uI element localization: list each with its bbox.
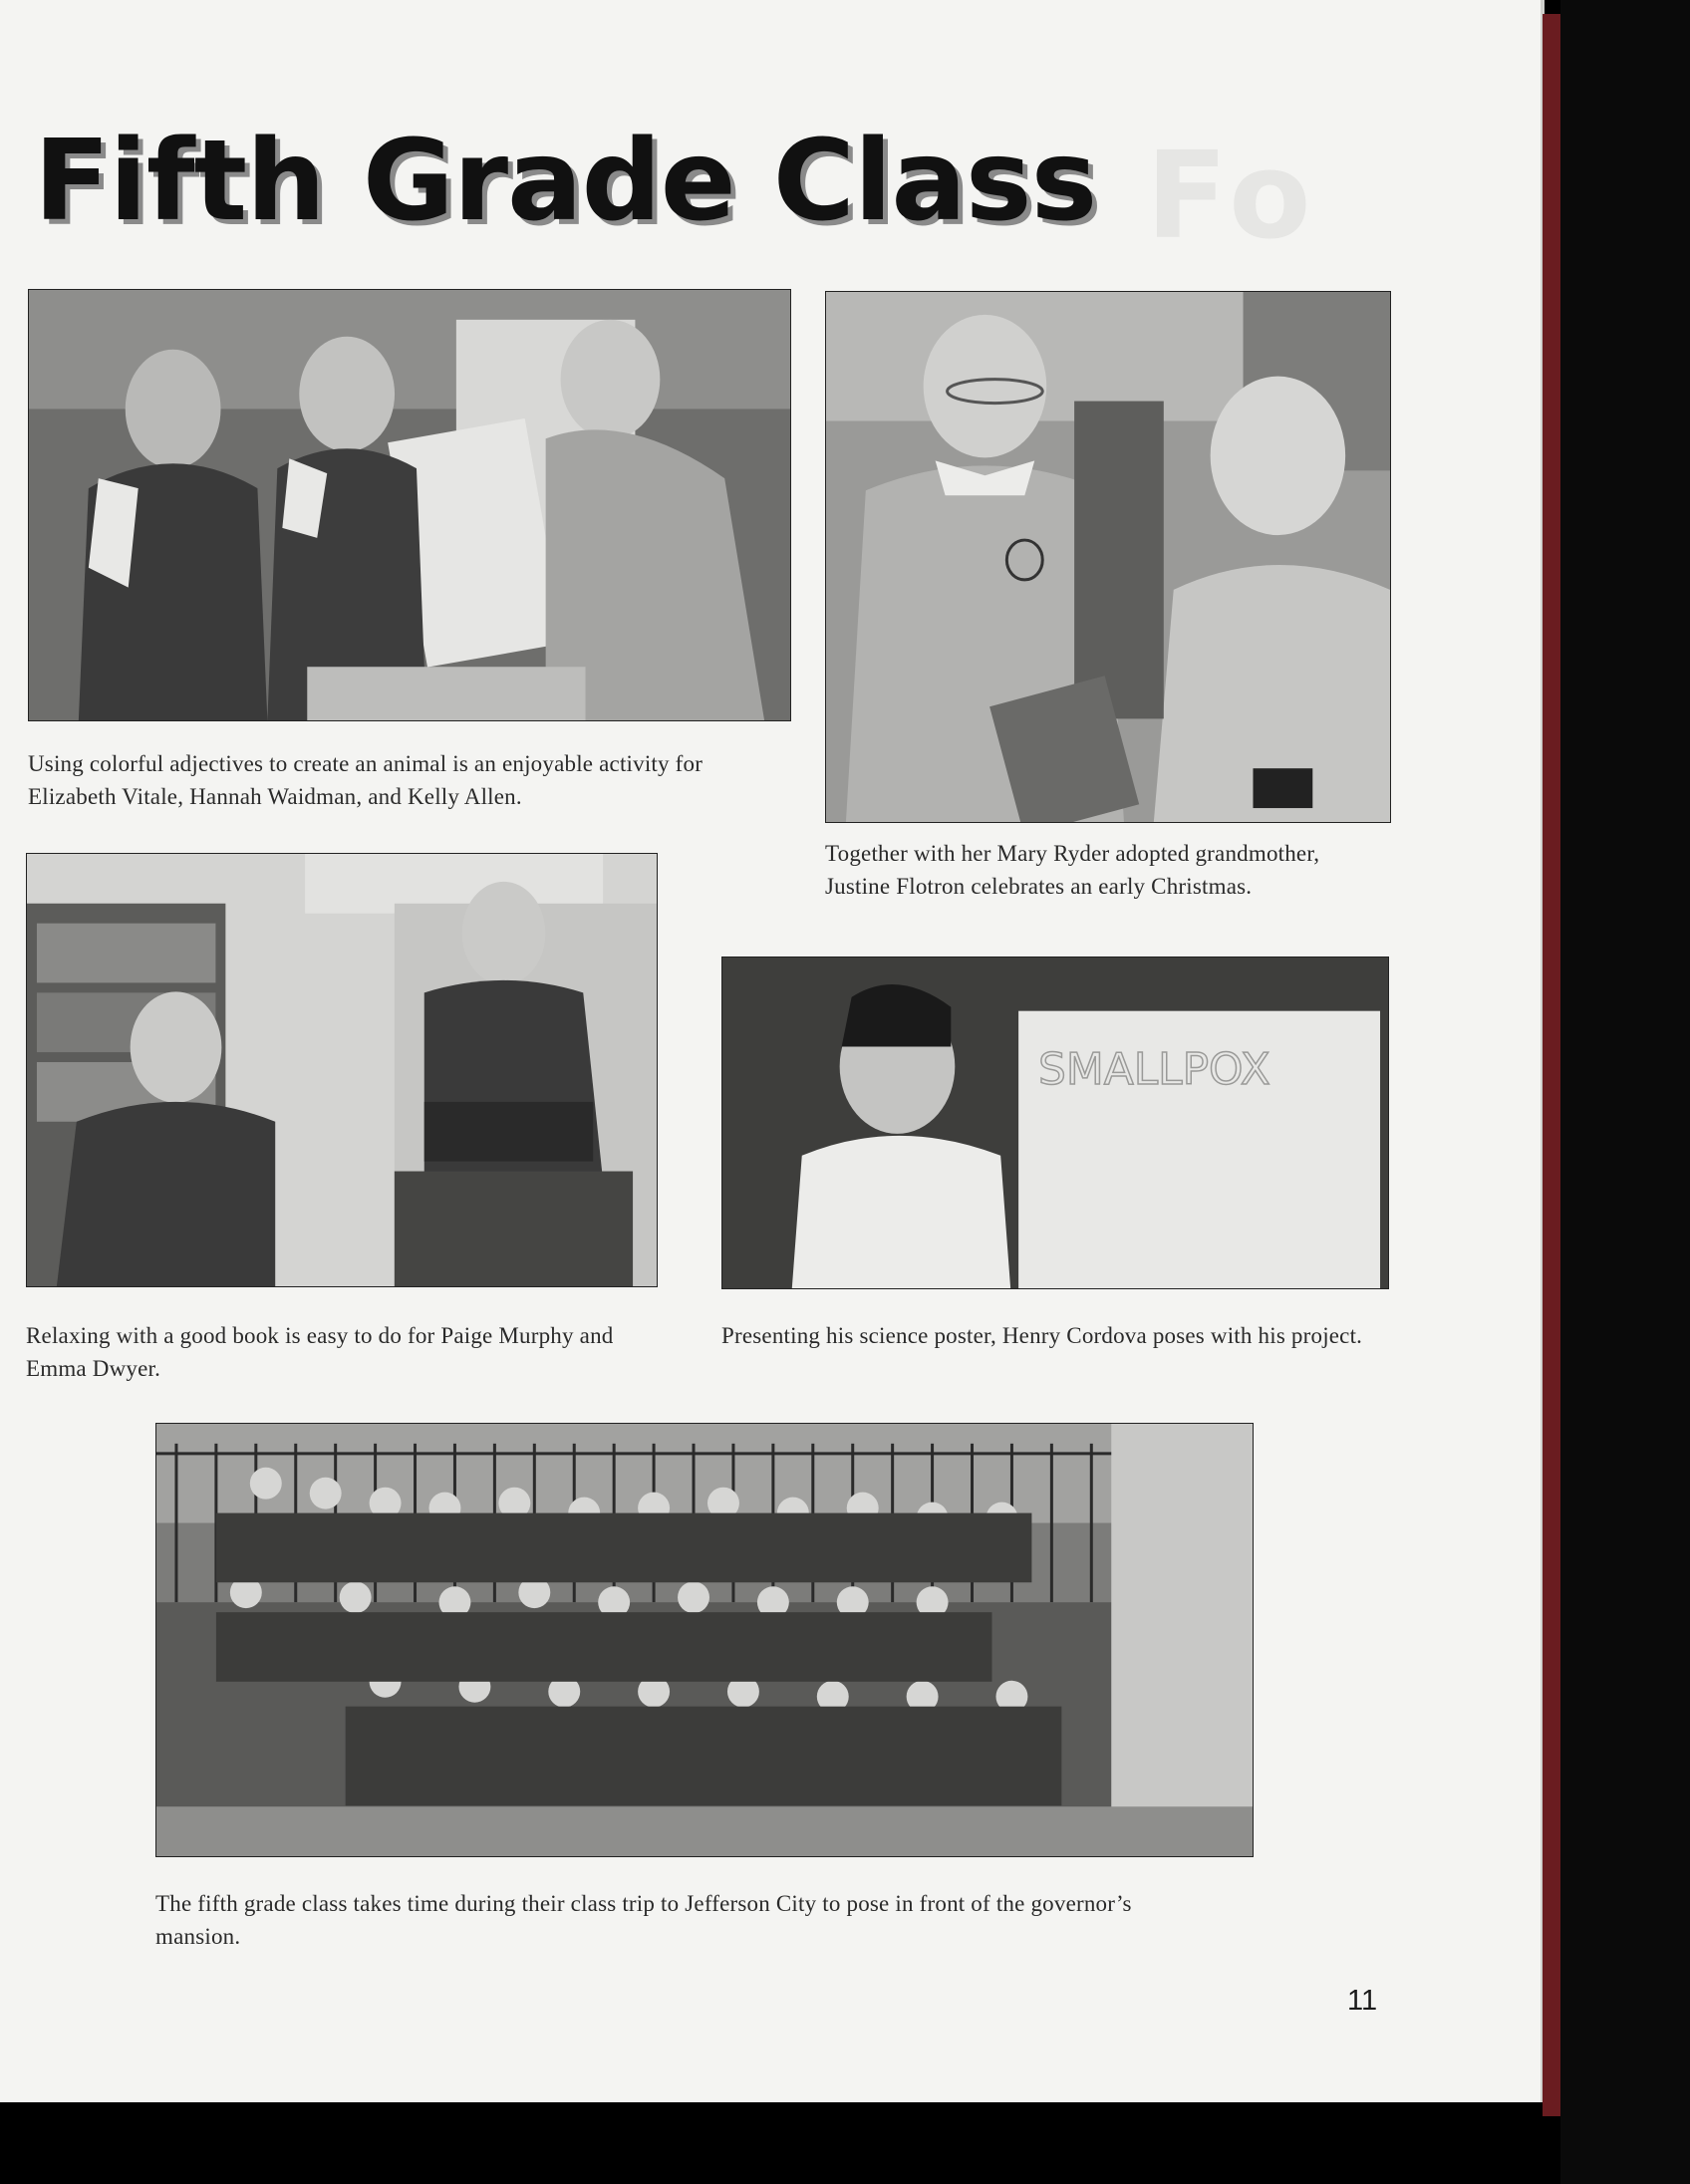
ghost-title: Fo (1146, 128, 1317, 266)
background-margin (1560, 0, 1690, 2184)
science-poster-photo (721, 956, 1389, 1289)
poster-text: SMALLPOX (1038, 1044, 1270, 1096)
grandmother-photo (825, 291, 1391, 823)
science-poster-caption: Presenting his science poster, Henry Cordova poses with his project. (721, 1323, 1363, 1348)
page-number: 11 (1347, 1985, 1378, 2017)
book-spine (1543, 14, 1560, 2116)
page-title: Fifth Grade Class (34, 117, 1097, 246)
class-trip-caption: The fifth grade class takes time during their class trip to Jefferson City to pose in front of the governor’s mansion. (155, 1891, 1132, 1949)
adjectives-photo (28, 289, 791, 721)
grandmother-caption: Together with her Mary Ryder adopted grandmother, Justine Flotron celebrates an early Christmas. (825, 841, 1320, 899)
class-trip-photo (155, 1423, 1254, 1857)
reading-photo (26, 853, 658, 1287)
adjectives-caption: Using colorful adjectives to create an animal is an enjoyable activity for Elizabeth Vitale, Hannah Waidman, and Kelly Allen. (28, 751, 704, 809)
reading-caption: Relaxing with a good book is easy to do for Paige Murphy and Emma Dwyer. (26, 1323, 614, 1381)
